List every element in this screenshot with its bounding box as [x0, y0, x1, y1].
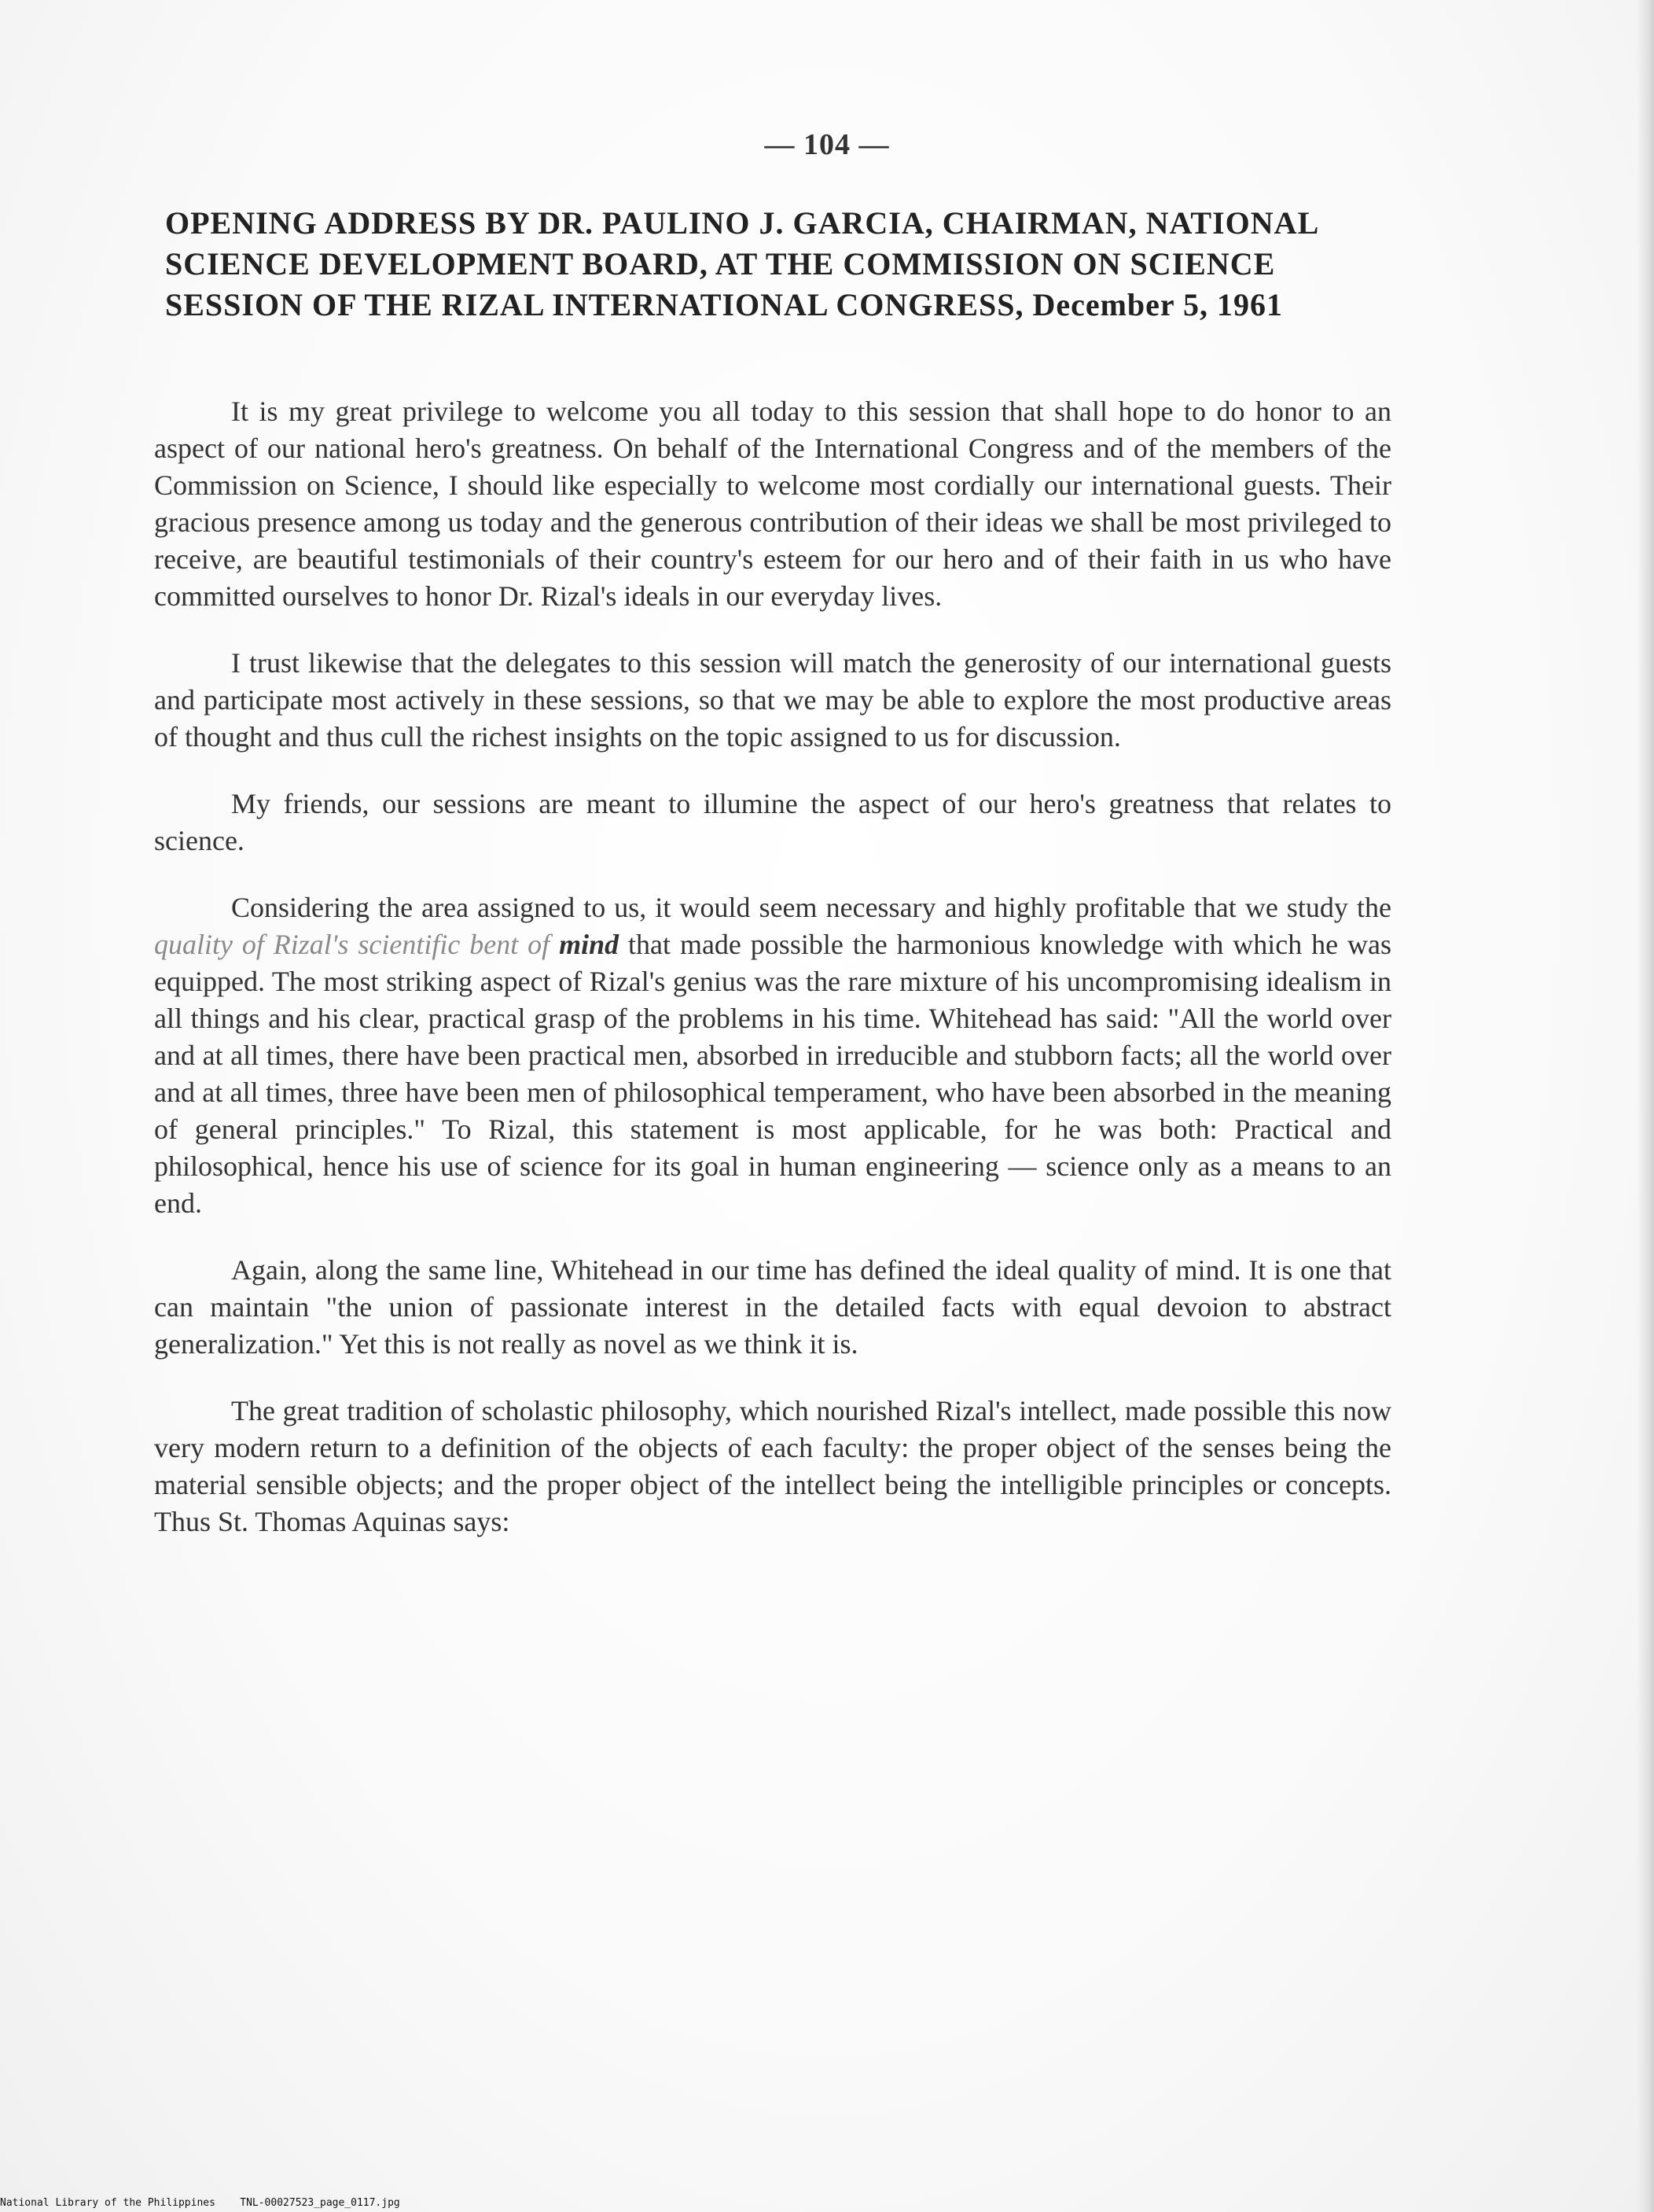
- footer-filename: TNL-00027523_page_0117.jpg: [240, 2197, 400, 2209]
- italic-phrase-quality: quality of Rizal's scientific bent of: [154, 929, 550, 960]
- paragraph-rizal-genius: [154, 889, 1391, 1222]
- paragraph-scholastic-tradition: The great tradition of scholastic philosophy, which nourished Rizal's intellect, made possible this now very modern return to a definition of the objects of each faculty: the proper object of the senses being the material sensible objects; and the proper object of the intellect being the intelligible principles or concepts. Thus St. Thomas Aquinas says:: [154, 1395, 1391, 1537]
- paragraph-sessions-purpose: My friends, our sessions are meant to illumine the aspect of our hero's greatness that relates to science.: [154, 788, 1391, 856]
- address-title: OPENING ADDRESS BY DR. PAULINO J. GARCIA, CHAIRMAN, NATIONAL SCIENCE DEVELOPMENT BOARD, AT THE COMMISSION ON SCIENCE SESSION OF THE RIZAL INTERNATIONAL CONGRESS, December 5, 1961: [165, 205, 1318, 322]
- italic-word-mind: mind: [559, 929, 619, 960]
- footer-library: National Library of the Philippines: [0, 2197, 215, 2209]
- page-number: — 104 —: [764, 128, 890, 161]
- paragraph-welcome: It is my great privilege to welcome you all today to this session that shall hope to do honor to an aspect of our national hero's greatness. On behalf of the International Congress and of the members of the Commission on Science, I should like especially to welcome most cordially our international guests. Their gracious presence among us today and the generous contribution of their ideas we shall be most privileged to receive, are beautiful testimonials of their country's esteem for our hero and of their faith in us who have committed ourselves to honor Dr. Rizal's ideals in our everyday lives.: [154, 396, 1391, 612]
- scan-footer: [0, 2197, 400, 2209]
- body-text: [154, 393, 1391, 1570]
- paragraph-rizal-genius-start: Considering the area assigned to us, it would seem necessary and highly profitable that we study the: [231, 892, 1391, 923]
- page-edge-shadow: [1637, 0, 1654, 2212]
- paragraph-ideal-quality: Again, along the same line, Whitehead in our time has defined the ideal quality of mind. It is one that can maintain "the union of passionate interest in the detailed facts with equal devoion to abstract generalization." Yet this is not really as novel as we think it is.: [154, 1254, 1391, 1360]
- paragraph-delegates: I trust likewise that the delegates to this session will match the generosity of our international guests and participate most actively in these sessions, so that we may be able to explore the most productive areas of thought and thus cull the richest insights on the topic assigned to us for discussion.: [154, 647, 1391, 753]
- paragraph-rizal-genius-rest: that made possible the harmonious knowledge with which he was equipped. The most striking aspect of Rizal's genius was the rare mixture of his uncompromising idealism in all things and his clear, practical grasp of the problems in his time. Whitehead has said: "All the world over and at all times, there have been practical men, absorbed in irreducible and stubborn facts; all the world over and at all times, three have been men of philosophical temperament, who have been absorbed in the meaning of general principles." To Rizal, this statement is most applicable, for he was both: Practical and philosophical, hence his use of science for its goal in human engineering — science only as a means to an end.: [154, 929, 1392, 1219]
